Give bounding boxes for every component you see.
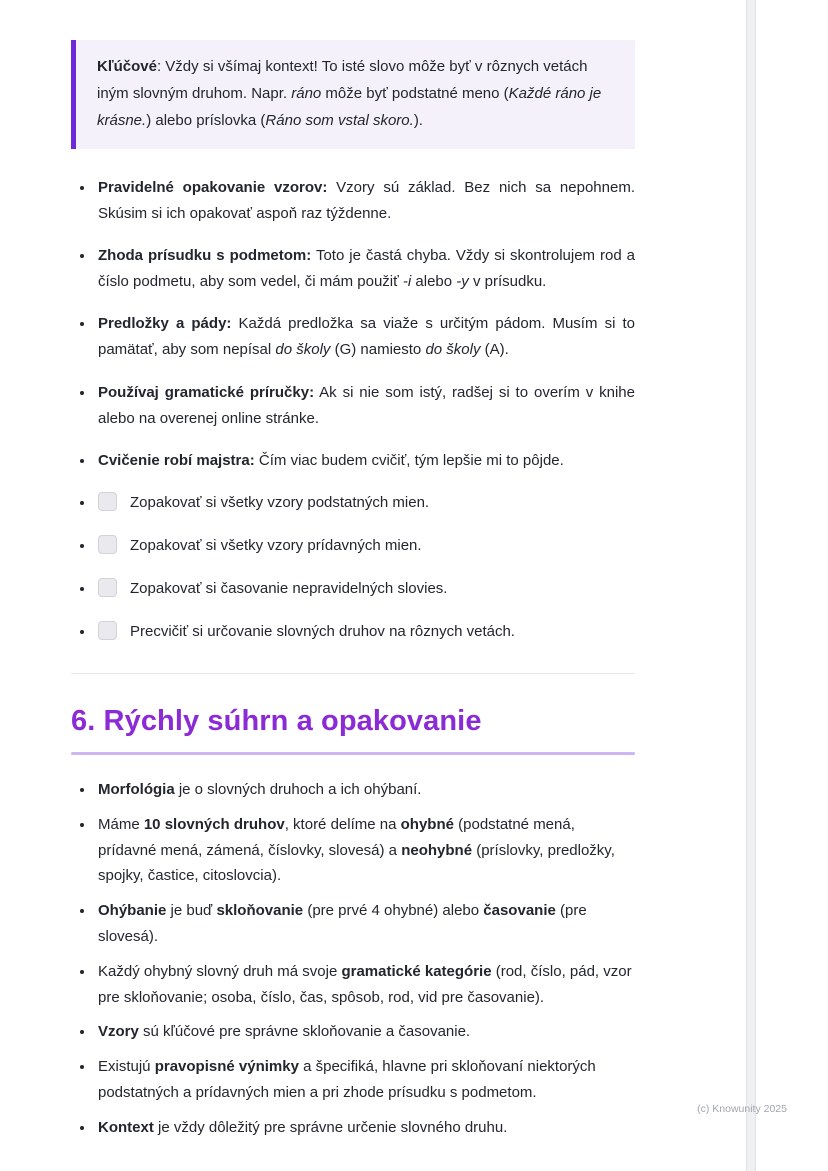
- checklist-item: [95, 619, 635, 645]
- page-content: [71, 40, 635, 1150]
- text-segment: gramatické kategórie: [341, 962, 492, 980]
- study-tips-list: [71, 175, 635, 474]
- text-segment: je buď: [166, 902, 217, 920]
- text-segment: Každé ráno je krásne.: [97, 85, 602, 129]
- heading-underline: [71, 752, 635, 755]
- checkbox[interactable]: [98, 621, 117, 640]
- scrollbar[interactable]: [746, 0, 756, 1171]
- text-segment: sú kľúčové pre správne skloňovanie a časovanie.: [138, 1023, 471, 1041]
- text-segment: Ráno som vstal skoro.: [265, 112, 414, 129]
- text-segment: neohybné: [401, 841, 473, 859]
- text-segment: je o slovných druhoch a ich ohýbaní.: [174, 781, 422, 799]
- text-segment: je vždy dôležitý pre správne určenie slovného druhu.: [153, 1118, 508, 1136]
- checklist-item: [95, 490, 635, 516]
- text-segment: v prísudku.: [468, 273, 547, 291]
- text-segment: Každá predložka sa viaže s určitým pádom. Musím si to pamätať, aby som nepísal: [98, 315, 636, 359]
- text-segment: alebo: [411, 273, 457, 291]
- text-segment: Vzory: [98, 1023, 139, 1041]
- text-segment: Ak si nie som istý, radšej si to overím v knihe alebo na overenej online stránke.: [98, 383, 635, 427]
- checklist-label: Zopakovať si všetky vzory podstatných mien.: [130, 493, 430, 511]
- text-segment: (pre prvé 4 ohybné) alebo: [303, 902, 484, 920]
- text-segment: (rod, číslo, pád, vzor pre skloňovanie; osoba, číslo, čas, spôsob, rod, vid pre časovanie).: [98, 962, 632, 1006]
- text-segment: Existujú: [98, 1058, 155, 1076]
- checkbox[interactable]: [98, 535, 117, 554]
- list-item: [95, 1019, 635, 1045]
- checklist-label: Zopakovať si všetky vzory prídavných mien.: [130, 536, 422, 554]
- key-note-callout: [71, 40, 635, 149]
- section-divider: [71, 673, 635, 674]
- checklist-item: [95, 533, 635, 559]
- text-segment: (pre slovesá).: [98, 902, 587, 945]
- checkbox[interactable]: [98, 492, 117, 511]
- section-heading: 6. Rýchly súhrn a opakovanie: [71, 705, 482, 738]
- list-item: [95, 380, 635, 432]
- list-item: [95, 448, 635, 474]
- list-item: [95, 959, 635, 1011]
- text-segment: do školy: [425, 341, 481, 359]
- text-segment: ráno: [291, 85, 322, 102]
- text-segment: ohybné: [400, 815, 454, 833]
- list-item: [95, 1115, 635, 1141]
- text-segment: Vzory sú základ. Bez nich sa nepohnem. Skúsim si ich opakovať aspoň raz týždenne.: [98, 179, 635, 223]
- list-item: [95, 175, 635, 227]
- list-item: [95, 311, 635, 363]
- text-segment: ) alebo príslovka (: [146, 112, 266, 129]
- text-segment: (A).: [480, 341, 509, 359]
- text-segment: -i: [402, 273, 412, 291]
- text-segment: Kontext: [98, 1118, 154, 1136]
- text-segment: Zhoda prísudku s podmetom:: [98, 247, 312, 265]
- checklist-label: Precvičiť si určovanie slovných druhov na rôznych vetách.: [130, 623, 515, 641]
- text-segment: Používaj gramatické príručky:: [98, 383, 315, 401]
- checklist-label: Zopakovať si časovanie nepravidelných slovies.: [130, 580, 448, 598]
- text-segment: Morfológia: [98, 781, 175, 799]
- text-segment: do školy: [275, 341, 331, 359]
- list-item: [95, 777, 635, 803]
- list-item: [95, 898, 635, 950]
- copyright-label: (c) Knowunity 2025: [697, 1103, 787, 1115]
- summary-list: [71, 777, 635, 1141]
- text-segment: Pravidelné opakovanie vzorov:: [98, 179, 328, 196]
- checkbox[interactable]: [98, 578, 117, 597]
- list-item: [95, 812, 635, 889]
- text-segment: skloňovanie: [216, 902, 304, 920]
- text-segment: Ohýbanie: [98, 902, 167, 920]
- list-item: [95, 1054, 635, 1106]
- text-segment: (G) namiesto: [330, 341, 426, 359]
- text-segment: Máme: [98, 815, 144, 833]
- text-segment: Cvičenie robí majstra:: [98, 451, 255, 469]
- text-segment: , ktoré delíme na: [284, 815, 401, 833]
- list-item: [95, 243, 635, 295]
- text-segment: Čím viac budem cvičiť, tým lepšie mi to pôjde.: [254, 451, 564, 469]
- text-segment: Každý ohybný slovný druh má svoje: [98, 962, 342, 980]
- text-segment: Kľúčové: [97, 58, 157, 75]
- text-segment: -y: [456, 273, 469, 291]
- text-segment: (príslovky, predložky, spojky, častice, citoslovcia).: [98, 841, 615, 885]
- text-segment: : Vždy si všímaj kontext! To isté slovo môže byť v rôznych vetách iným slovným druhom. Napr.: [97, 58, 588, 102]
- text-segment: 10 slovných druhov: [143, 815, 285, 833]
- text-segment: Predložky a pády:: [98, 315, 232, 333]
- text-segment: pravopisné výnimky: [154, 1058, 299, 1076]
- checklist-item: [95, 576, 635, 602]
- text-segment: môže byť podstatné meno (: [321, 85, 509, 102]
- text-segment: (podstatné mená, prídavné mená, zámená, číslovky, slovesá) a: [98, 815, 575, 859]
- revision-checklist: [71, 490, 635, 645]
- text-segment: Toto je častá chyba. Vždy si skontrolujem rod a číslo podmetu, aby som vedel, či mám použiť: [98, 247, 636, 291]
- text-segment: časovanie: [483, 902, 556, 920]
- text-segment: a špecifiká, hlavne pri skloňovaní niektorých podstatných a prídavných mien a pri zhode prísudku s podmetom.: [98, 1058, 596, 1101]
- text-segment: ).: [413, 112, 423, 129]
